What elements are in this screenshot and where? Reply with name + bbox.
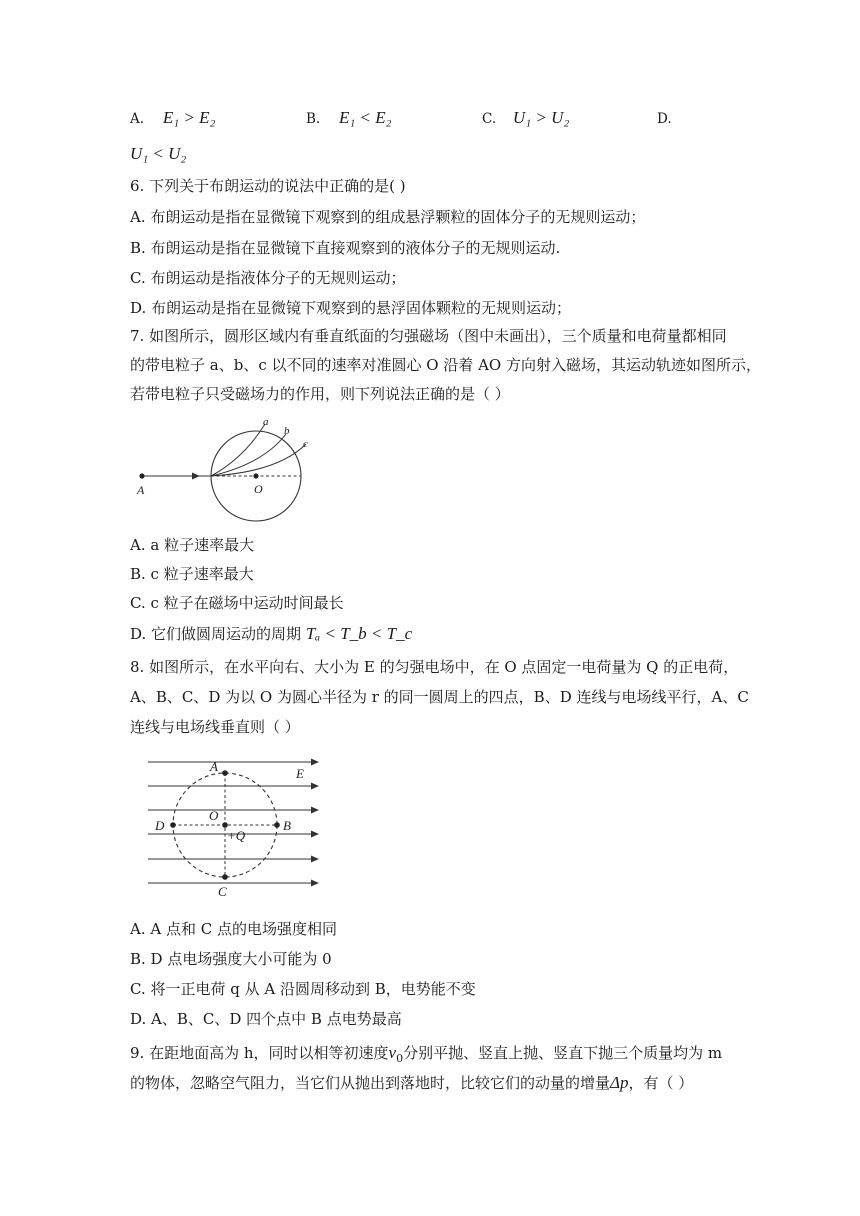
point-b-dot bbox=[274, 822, 280, 828]
q6-option-d: D. 布朗运动是指在显微镜下观察到的悬浮固体颗粒的无规则运动； bbox=[130, 299, 572, 317]
q6-stem: 6. 下列关于布朗运动的说法中正确的是( ) bbox=[130, 177, 406, 195]
q8-option-b: B. D 点电场强度大小可能为 0 bbox=[130, 950, 332, 968]
q6-option-b: B. 布朗运动是指在显微镜下直接观察到的液体分子的无规则运动. bbox=[130, 239, 561, 257]
arrow-right-icon bbox=[192, 473, 200, 480]
q8-option-c: C. 将一正电荷 q 从 A 沿圆周移动到 B，电势能不变 bbox=[130, 980, 476, 998]
point-d-dot bbox=[170, 822, 176, 828]
point-a-dot bbox=[222, 770, 228, 776]
q5-option-a: A. E₁ > E₂ bbox=[130, 108, 216, 127]
q9-stem-line-1: 9. 在距地面高为 h，同时以相等初速度$v_0$分别平抛、竖直上抛、竖直下抛三个质量均为 m bbox=[130, 1043, 723, 1065]
q5-option-d: U₁ < U₂ bbox=[130, 144, 187, 163]
q8-stem-line-2: A、B、C、D 为以 O 为圆心半径为 r 的同一圆周上的四点，B、D 连线与电场线平行，A、C bbox=[130, 688, 749, 706]
q7-magnetic-field-figure bbox=[128, 412, 348, 524]
q7-stem-line-3: 若带电粒子只受磁场力的作用，则下列说法正确的是（ ） bbox=[130, 385, 510, 403]
point-a-dot bbox=[139, 473, 144, 478]
q7-option-a: A. a 粒子速率最大 bbox=[130, 536, 255, 554]
label-c: c bbox=[303, 438, 308, 450]
q6-option-c: C. 布朗运动是指液体分子的无规则运动； bbox=[130, 269, 406, 287]
center-o-dot bbox=[253, 473, 258, 478]
q8-electric-field-figure bbox=[140, 752, 330, 902]
label-b: b bbox=[284, 425, 290, 437]
label-a: A bbox=[210, 759, 218, 774]
q7-stem-line-2: 的带电粒子 a、b、c 以不同的速率对准圆心 O 沿着 AO 方向射入磁场，其运动轨迹如图所示， bbox=[130, 356, 761, 374]
label-plus-q: +Q bbox=[227, 828, 246, 843]
q7-option-c: C. c 粒子在磁场中运动时间最长 bbox=[130, 594, 344, 612]
q8-option-a: A. A 点和 C 点的电场强度相同 bbox=[130, 920, 337, 938]
q7-option-b: B. c 粒子速率最大 bbox=[130, 565, 254, 583]
q5-option-d-label: D. bbox=[657, 111, 672, 127]
label-e: E bbox=[296, 766, 304, 781]
q6-option-a: A. 布朗运动是指在显微镜下观察到的组成悬浮颗粒的固体分子的无规则运动； bbox=[130, 208, 646, 226]
label-a: a bbox=[263, 416, 269, 428]
q9-stem-line-2: 的物体，忽略空气阻力，当它们从抛出到落地时，比较它们的动量的增量Δp，有（ ） bbox=[130, 1073, 694, 1092]
q8-stem-line-1: 8. 如图所示，在水平向右、大小为 E 的匀强电场中，在 O 点固定一电荷量为 Q 的正电荷， bbox=[130, 658, 739, 676]
point-c-dot bbox=[222, 874, 228, 880]
field-arrowheads bbox=[311, 759, 319, 887]
q8-option-d: D. A、B、C、D 四个点中 B 点电势最高 bbox=[130, 1010, 402, 1028]
q5-option-c: C. U₁ > U₂ bbox=[482, 108, 570, 127]
q7-stem-line-1: 7. 如图所示，圆形区域内有垂直纸面的匀强磁场（图中未画出），三个质量和电荷量都相同 bbox=[130, 327, 727, 345]
q7-option-d: D. 它们做圆周运动的周期 Tₐ < T_b < T_c bbox=[130, 624, 413, 643]
label-center-o: O bbox=[254, 482, 263, 496]
label-d: D bbox=[155, 818, 165, 833]
label-b: B bbox=[283, 818, 291, 833]
label-o: O bbox=[209, 808, 219, 823]
q5-option-b: B. E₁ < E₂ bbox=[306, 108, 392, 127]
label-c: C bbox=[218, 884, 227, 899]
label-point-a: A bbox=[137, 483, 145, 497]
center-o-dot bbox=[222, 822, 228, 828]
q8-stem-line-3: 连线与电场线垂直则（ ） bbox=[130, 718, 300, 736]
